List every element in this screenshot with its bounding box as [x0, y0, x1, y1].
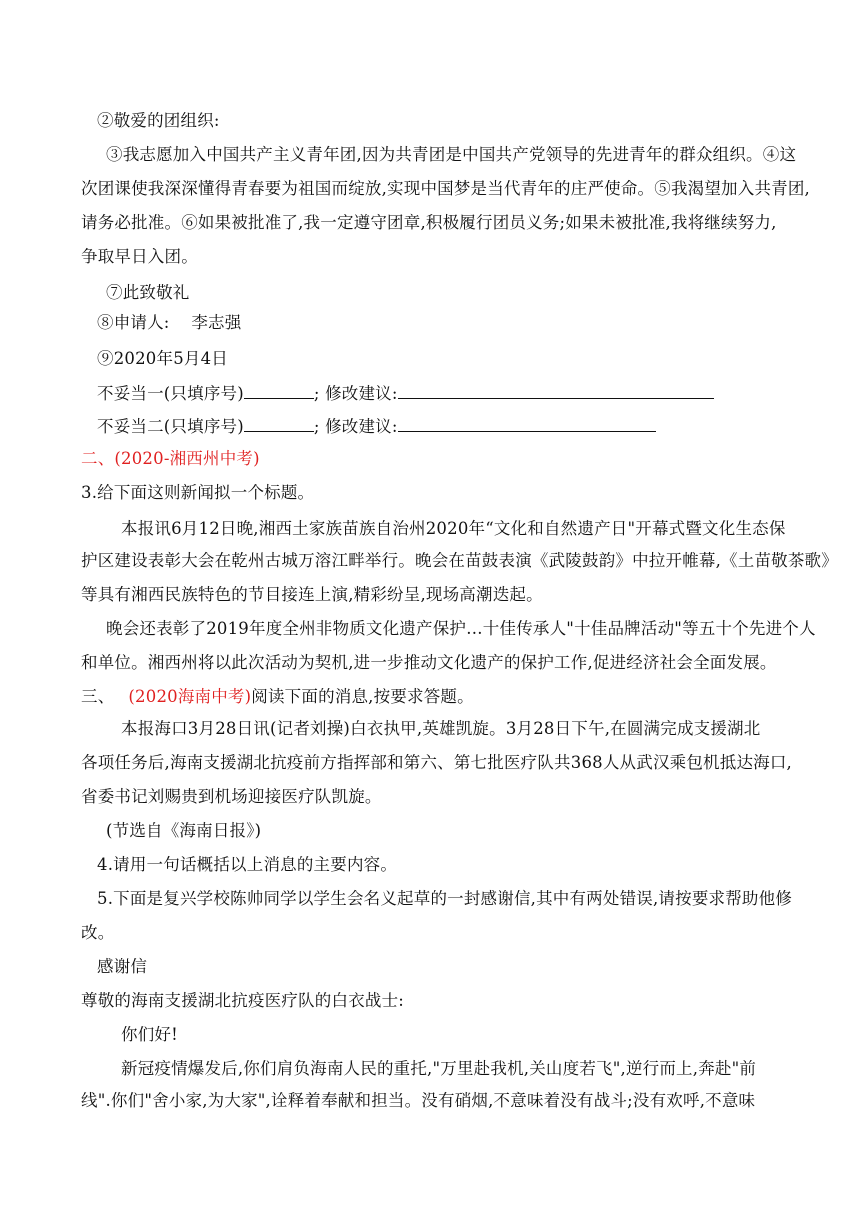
letter-closing-line: ⑦此致敬礼	[106, 283, 190, 302]
letter-title: 感谢信	[97, 957, 148, 976]
fill-row-separator: ;	[313, 384, 320, 403]
news-paragraph-line: 晚会还表彰了2019年度全州非物质文化遗产保护…十佳传承人"十佳品牌活动"等五十个先进个人	[106, 619, 816, 638]
letter-salutation-line: ②敬爱的团组织:	[97, 111, 220, 130]
applicant-line: ⑧申请人: 李志强	[97, 313, 242, 332]
source-note: (节选自《海南日报》)	[106, 821, 262, 840]
fill-row-separator: ;	[313, 417, 320, 436]
answer-blank-number[interactable]	[244, 382, 314, 399]
answer-blank-suggestion[interactable]	[398, 382, 714, 399]
fill-row-label: 不妥当二(只填序号)	[97, 417, 244, 436]
news-paragraph-line: 省委书记刘赐贵到机场迎接医疗队凯旋。	[81, 787, 382, 806]
fill-row-suggest-label: 修改建议:	[319, 417, 398, 436]
letter-body-line: 线".你们"舍小家,为大家",诠释着奉献和担当。没有硝烟,不意味着没有战斗;没有欢呼,不意味	[81, 1091, 756, 1110]
section-source: (2020海南中考)	[128, 687, 252, 706]
letter-body-line: 争取早日入团。	[81, 247, 198, 266]
news-paragraph-line: 本报讯6月12日晚,湘西土家族苗族自治州2020年“文化和自然遗产日"开幕式暨文化生态保	[121, 519, 786, 538]
section-heading-2: 二、(2020-湘西州中考)	[81, 449, 260, 468]
letter-body-line: 请务必批准。⑥如果被批准了,我一定遵守团章,积极履行团员义务;如果未被批准,我将继续努力,	[81, 213, 777, 232]
fill-row-label: 不妥当一(只填序号)	[97, 384, 244, 403]
question-5-line: 5.下面是复兴学校陈帅同学以学生会名义起草的一封感谢信,其中有两处错误,请按要求帮助他修	[97, 889, 793, 908]
letter-salutation: 尊敬的海南支援湖北抗疫医疗队的白衣战士:	[81, 991, 405, 1010]
answer-blank-suggestion[interactable]	[398, 415, 656, 432]
news-paragraph-line: 各项任务后,海南支援湖北抗疫前方指挥部和第六、第七批医疗队共368人从武汉乘包机抵达海口,	[81, 753, 792, 772]
news-paragraph-line: 和单位。湘西州将以此次活动为契机,进一步推动文化遗产的保护工作,促进经济社会全面发展。	[81, 653, 777, 672]
fill-row-2	[97, 415, 656, 438]
section-number: 三、	[81, 687, 115, 706]
fill-row-1	[97, 382, 714, 405]
news-paragraph-line: 本报海口3月28日讯(记者刘操)白衣执甲,英雄凯旋。3月28日下午,在圆满完成支援湖北	[121, 719, 761, 738]
news-paragraph-line: 护区建设表彰大会在乾州古城万溶江畔举行。晚会在苗鼓表演《武陵鼓韵》中拉开帷幕,《土苗敬茶歌》	[81, 551, 838, 570]
answer-blank-number[interactable]	[244, 415, 314, 432]
letter-body-line: ③我志愿加入中国共产主义青年团,因为共青团是中国共产党领导的先进青年的群众组织。④这	[106, 145, 797, 164]
fill-row-suggest-label: 修改建议:	[319, 384, 398, 403]
letter-body-line: 新冠疫情爆发后,你们肩负海南人民的重托,"万里赴我机,关山度若飞",逆行而上,奔赴"前	[121, 1059, 757, 1078]
section-instruction: 阅读下面的消息,按要求答题。	[251, 687, 474, 706]
news-paragraph-line: 等具有湘西民族特色的节目接连上演,精彩纷呈,现场高潮迭起。	[81, 585, 543, 604]
section-heading-3	[81, 686, 474, 708]
question-5-line: 改。	[81, 923, 115, 942]
letter-body-line: 次团课使我深深懂得青春要为祖国而绽放,实现中国梦是当代青年的庄严使命。⑤我渴望加入共青团,	[81, 179, 810, 198]
question-3: 3.给下面这则新闻拟一个标题。	[81, 483, 315, 502]
date-line: ⑨2020年5月4日	[97, 349, 228, 368]
letter-greeting: 你们好!	[121, 1025, 178, 1044]
question-4: 4.请用一句话概括以上消息的主要内容。	[97, 855, 398, 874]
